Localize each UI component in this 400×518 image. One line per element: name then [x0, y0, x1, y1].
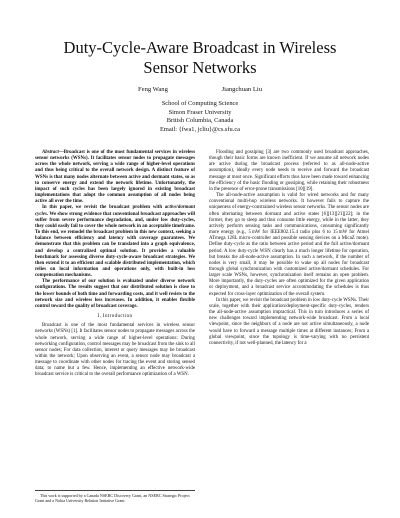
body-paragraph: Broadcast is one of the most fundamental services in wireless sensor networks (WSNs) [1]. It facilitates sensor nodes to propagate messages across the whole network, serving a wide range of higher-level operations: During networking configuration, control messages may be broadcast from the sink to all sensor nodes; For data collection, interest or query messages may be broadcast within the network; Upon observing an event, a sensor node may broadcast a message to coordinate with other nodes for tracing the event and storing sensed data; to name but a few. Hence, implementing an effective network-wide broadcast service is critical to the overall performance optimization of a WSN. [35, 323, 195, 378]
abstract-label: Abstract [42, 150, 59, 155]
paper-title [0, 38, 400, 78]
title-line-1: Duty-Cycle-Aware Broadcast in Wireless [63, 38, 337, 57]
author-name: Feng Wang [137, 86, 168, 93]
title-line-2: Sensor Networks [143, 58, 257, 77]
left-column [35, 150, 195, 379]
body-paragraph: Flooding and gossiping [3] are two commonly used broadcast approaches, though their basic forms are known inefficient. If we assume all network nodes are active during the broadcast process (referred to as all-node-active assumption), ideally every node needs to receive and forward the broadcast message at most once. Significant efforts thus have been made toward enhancing the efficiency of the basic flooding or gossiping, while retaining their robustness in the presence of error-prone transmissions [10][19]. [209, 150, 369, 192]
author-name: Jiangchuan Liu [221, 86, 263, 93]
affil-university: Simon Fraser University [168, 108, 232, 116]
affil-province: British Columbia, Canada [166, 117, 234, 125]
abstract-paragraph: The performance of our solution is evaluated under diverse network configurations. The results suggest that our distributed solution is close to the lower bounds of both time and forwarding costs, and it well resists to the network size and wireless loss increases. In addition, it enables flexible control toward the quality of broadcast coverage. [35, 279, 195, 309]
affil-email: Email: {fwa1, jcliu}@cs.sfu.ca [160, 125, 240, 133]
author-list [0, 86, 400, 93]
affiliation [0, 100, 400, 134]
body-paragraph: In this paper, we revisit the broadcast problem in low duty-cycle WSNs. Their scale, together with their application/deployment-specific duty-cycles, renders the all-node-active assumption impractical. This in turn introduces a series of new challenges toward implementing network-wide broadcast. From a local viewpoint, since the neighbors of a node are not active simultaneously, a node would have to forward a message multiple times at different instances; From a global viewpoint, since the topology is time-varying with no persistent connectivity, if not well-planned, the latency for a [209, 297, 369, 346]
footnote: This work is supported by a Canada NSERC Discovery Grant, an NSERC Strategic Project Grant and a Nokia University Relation Initiative Grant. [35, 490, 195, 503]
abstract-paragraph: In this paper, we revisit the broadcast problem with active/dormant cycles. We show strong evidence that conventional broadcast approaches will suffer from severe performance degradation, and, under low duty-cycles, they could easily fail to cover the whole network in an acceptable timeframe. To this end, we remodel the broadcast problem in this new context, seeking a balance between efficiency and latency with coverage guarantees. We demonstrate that this problem can be translated into a graph equivalence, and develop a centralized optimal solution. It provides a valuable benchmark for assessing diverse duty-cycle-aware broadcast strategies. We then extend it to an efficient and scalable distributed implementation, which relies on local information and operations only, with built-in loss compensation mechanisms. [35, 205, 195, 279]
section-heading: I. Introduction [97, 314, 133, 320]
body-paragraph: The all-node-active assumption is valid for wired networks and for many conventional multi-hop wireless networks. It however fails to capture the uniqueness of energy-constrained wireless sensor networks. The sensor nodes are often alternating between dormant and active states [6][13][21][22]; in the former, they go to sleep and thus consume little energy, while in the latter, they actively perform sensing tasks and communications, consuming significantly more energy (e.g., 5 mW for IEEE802.15.4 radio plus 6 to 15 mW for Atmel ATmega 128L micro-controller and possible sensing devices on a MicaZ mote). Define duty-cycle as the ratio between active period and the full active/dormant period. A low duty-cycle WSN clearly has a much longer lifetime for operation, but breaks the all-node-active assumption. In such a network, if the number of nodes is very small, it may be possible to wake up all nodes for broadcast through global synchronization with customized active/dormant schedules. For larger scale WSNs, however, synchronization itself remains an open problem. More importantly, the duty-cycles are often optimized for the given application or deployment, and a broadcast service accommodating the schedules is thus expected for cross-layer optimization of the overall system. [209, 193, 369, 297]
right-column [209, 150, 369, 347]
abstract-paragraph: Abstract—Broadcast is one of the most fundamental services in wireless sensor networks (WSNs). It facilitates sensor nodes to propagate messages across the whole network, serving a wide range of higher-level operations and thus being critical to the overall network design. A distinct feature of WSNs is that many nodes alternate between active and dormant states, so as to conserve energy and extend the network lifetime. Unfortunately, the impact of such cycles has been largely ignored in existing broadcast implementations that adopt the common assumption of all nodes being active all over the time. [35, 150, 195, 205]
affil-school: School of Computing Science [161, 100, 239, 107]
abstract [35, 150, 195, 310]
